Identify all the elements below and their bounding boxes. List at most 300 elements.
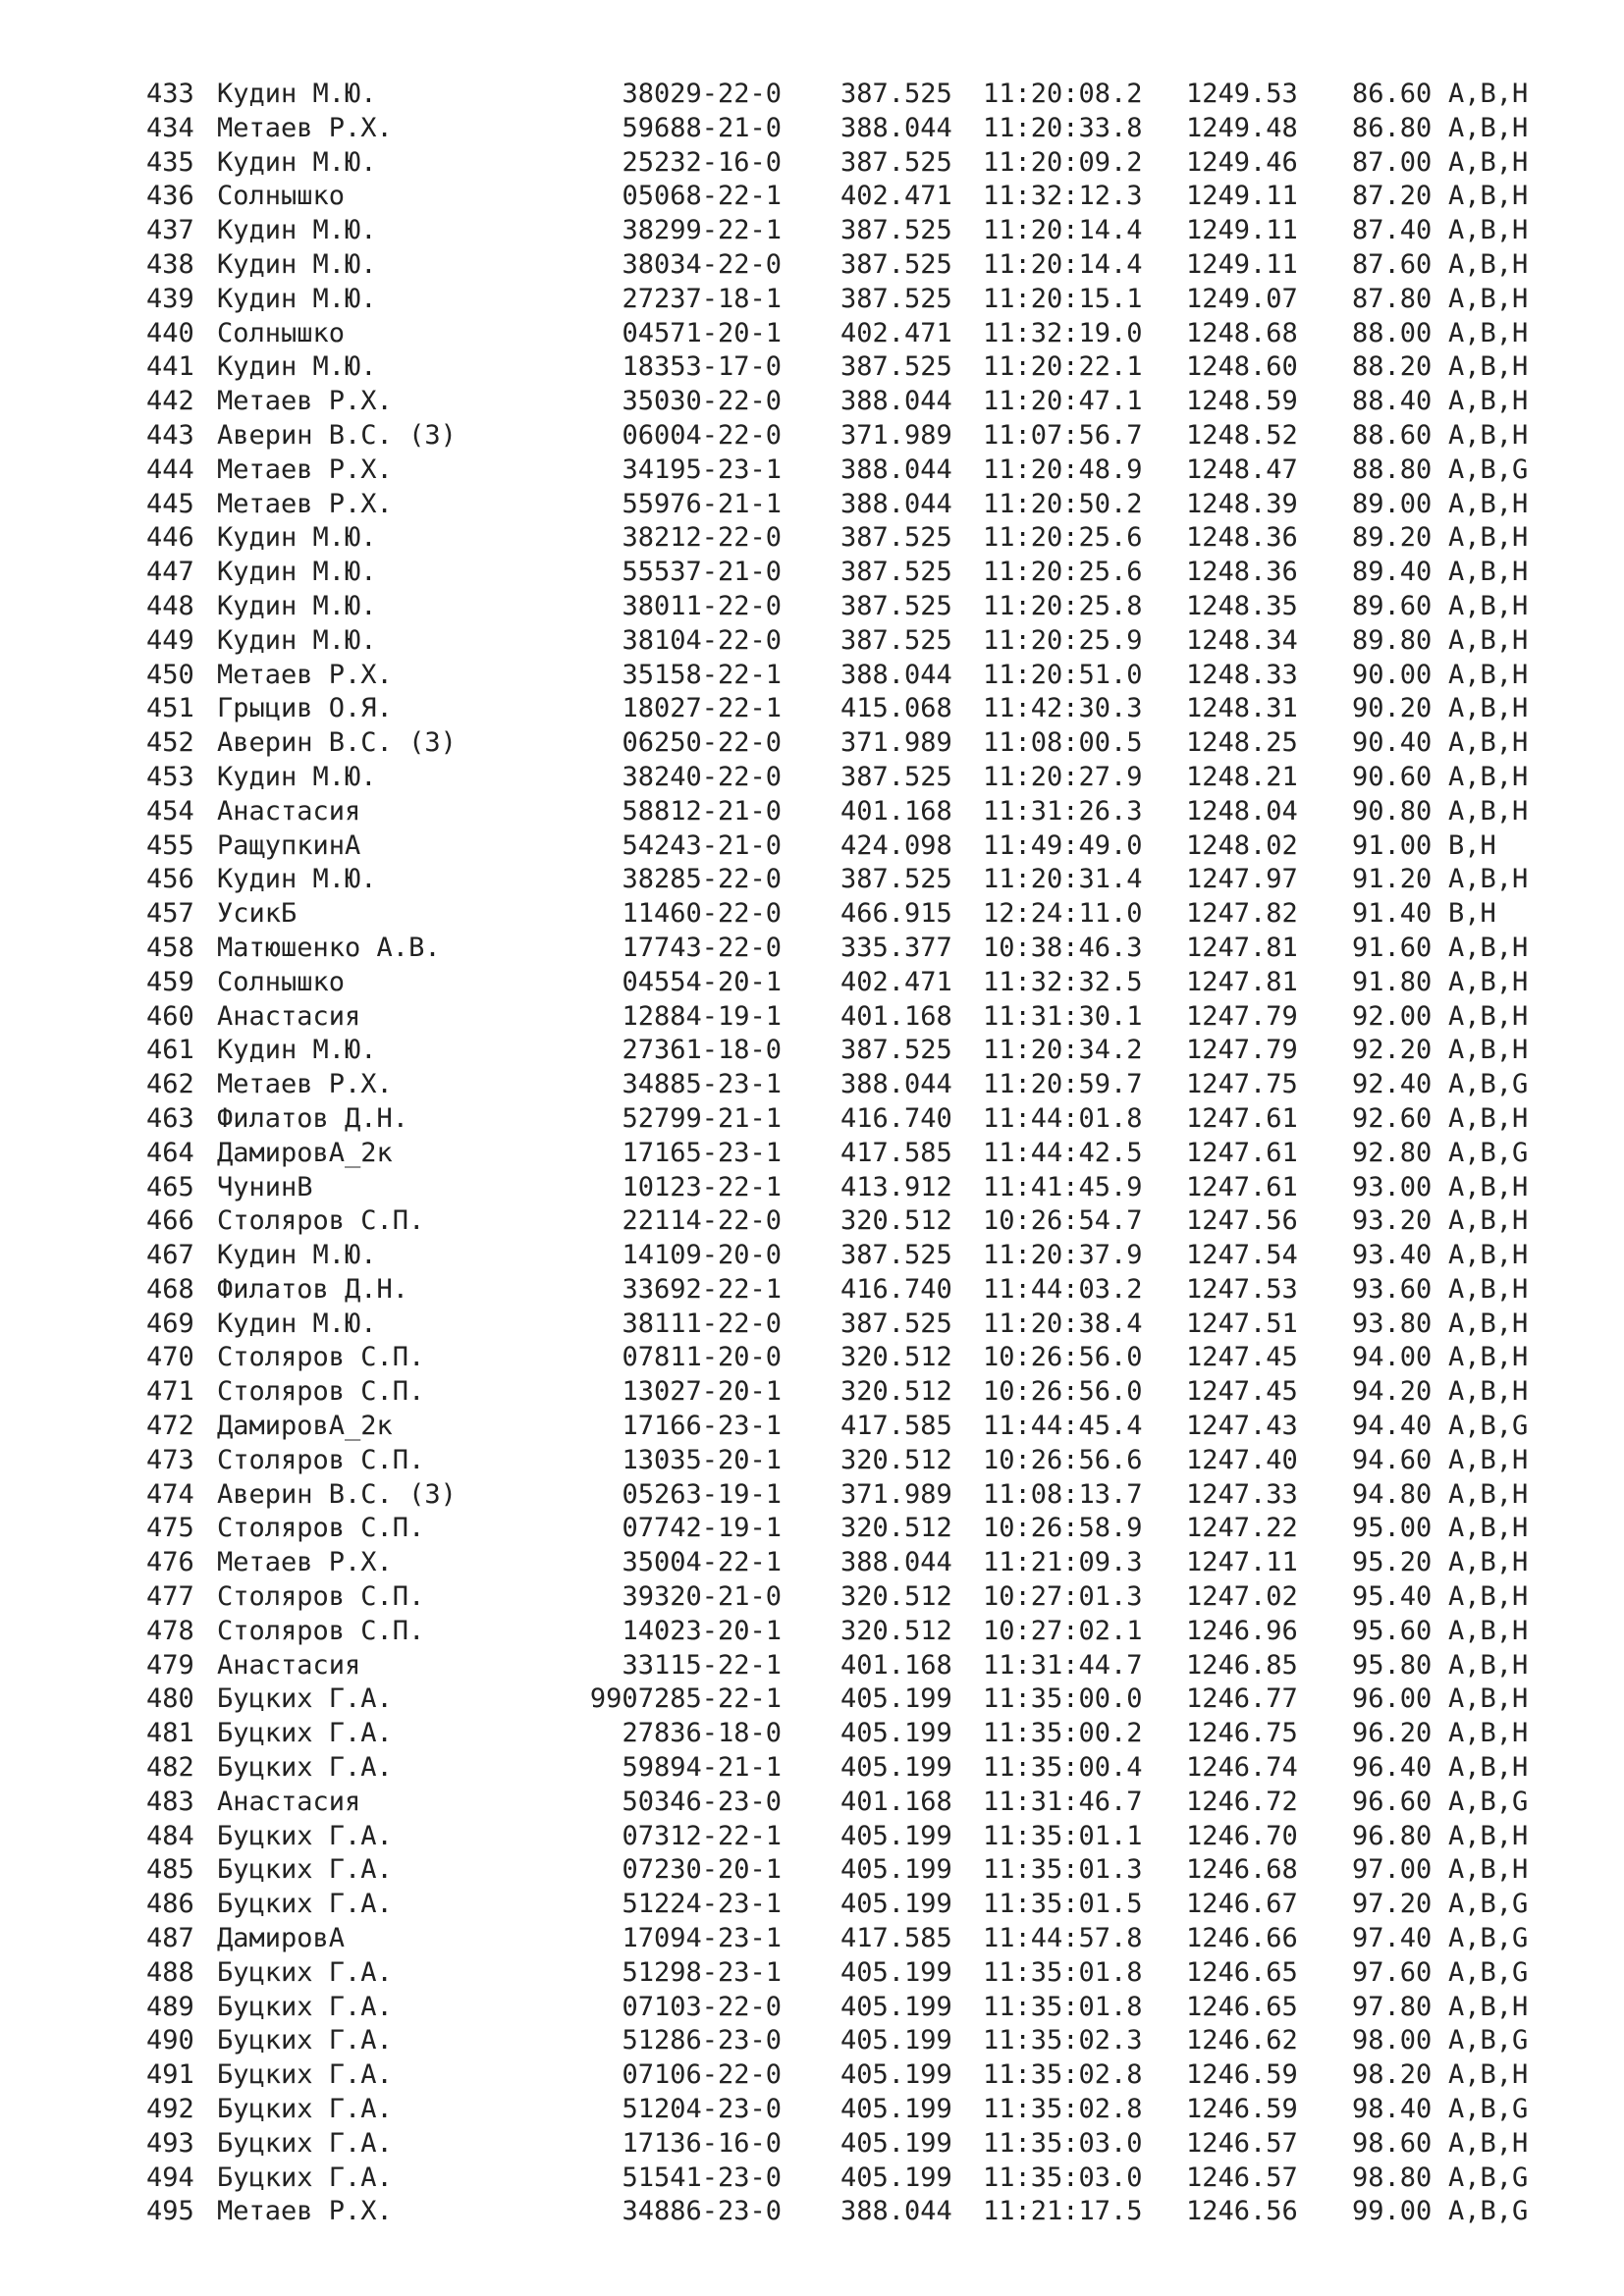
fancier-cell: Буцких Г.А.	[217, 1889, 393, 1920]
time-cell: 11:44:57.8	[983, 1923, 1143, 1954]
percent-cell: 96.60	[1352, 1786, 1433, 1817]
fancier-cell: Столяров С.П.	[217, 1444, 425, 1475]
percent-cell: 91.60	[1352, 932, 1433, 963]
percent-cell: 93.80	[1352, 1308, 1433, 1339]
categories-cell: A,B,H	[1448, 1649, 1529, 1681]
fancier-cell: Филатов Д.Н.	[217, 1273, 409, 1305]
percent-cell: 97.20	[1352, 1889, 1433, 1920]
time-cell: 11:32:12.3	[983, 181, 1143, 212]
speed-cell: 1247.11	[1186, 1547, 1298, 1578]
speed-cell: 1246.66	[1186, 1923, 1298, 1954]
ring-cell: 17166-23-1	[622, 1411, 782, 1442]
fancier-cell: Буцких Г.А.	[217, 1683, 393, 1715]
place-cell: 467	[146, 1240, 194, 1271]
table-row	[0, 692, 1624, 726]
table-row	[0, 1751, 1624, 1786]
table-row	[0, 1000, 1624, 1035]
speed-cell: 1246.59	[1186, 2094, 1298, 2125]
place-cell: 492	[146, 2094, 194, 2125]
percent-cell: 92.60	[1352, 1102, 1433, 1134]
percent-cell: 98.40	[1352, 2094, 1433, 2125]
table-row	[0, 1888, 1624, 1922]
ring-cell: 52799-21-1	[622, 1102, 782, 1134]
ring-cell: 07103-22-0	[622, 1991, 782, 2022]
distance-cell: 417.585	[840, 1137, 952, 1168]
place-cell: 449	[146, 624, 194, 656]
categories-cell: A,B,H	[1448, 1273, 1529, 1305]
table-row	[0, 1308, 1624, 1342]
table-row	[0, 1273, 1624, 1308]
ring-cell: 38104-22-0	[622, 624, 782, 656]
table-row	[0, 1341, 1624, 1375]
speed-cell: 1247.43	[1186, 1411, 1298, 1442]
table-row	[0, 1956, 1624, 1991]
percent-cell: 93.00	[1352, 1171, 1433, 1202]
table-row	[0, 350, 1624, 385]
distance-cell: 405.199	[840, 1683, 952, 1715]
place-cell: 481	[146, 1718, 194, 1749]
time-cell: 11:21:17.5	[983, 2196, 1143, 2227]
percent-cell: 91.80	[1352, 966, 1433, 997]
time-cell: 10:27:02.1	[983, 1615, 1143, 1646]
percent-cell: 87.20	[1352, 181, 1433, 212]
categories-cell: A,B,H	[1448, 1171, 1529, 1202]
fancier-cell: Столяров С.П.	[217, 1581, 425, 1613]
table-row	[0, 214, 1624, 248]
results-table	[0, 78, 1624, 2229]
ring-cell: 33692-22-1	[622, 1273, 782, 1305]
speed-cell: 1246.74	[1186, 1752, 1298, 1784]
ring-cell: 07106-22-0	[622, 2059, 782, 2091]
speed-cell: 1249.46	[1186, 146, 1298, 178]
ring-cell: 07742-19-1	[622, 1513, 782, 1544]
table-row	[0, 1375, 1624, 1410]
categories-cell: A,B,G	[1448, 1889, 1529, 1920]
distance-cell: 320.512	[840, 1376, 952, 1408]
fancier-cell: Буцких Г.А.	[217, 2162, 393, 2193]
percent-cell: 95.40	[1352, 1581, 1433, 1613]
distance-cell: 405.199	[840, 1889, 952, 1920]
distance-cell: 371.989	[840, 1478, 952, 1510]
table-row	[0, 726, 1624, 761]
categories-cell: A,B,H	[1448, 624, 1529, 656]
categories-cell: A,B,H	[1448, 317, 1529, 348]
time-cell: 11:35:02.8	[983, 2059, 1143, 2091]
speed-cell: 1249.11	[1186, 181, 1298, 212]
percent-cell: 93.60	[1352, 1273, 1433, 1305]
table-row	[0, 112, 1624, 146]
table-row	[0, 795, 1624, 829]
table-row	[0, 1102, 1624, 1137]
place-cell: 489	[146, 1991, 194, 2022]
distance-cell: 401.168	[840, 1000, 952, 1032]
distance-cell: 405.199	[840, 2025, 952, 2056]
categories-cell: A,B,H	[1448, 1205, 1529, 1237]
place-cell: 482	[146, 1752, 194, 1784]
categories-cell: A,B,H	[1448, 1820, 1529, 1851]
time-cell: 10:27:01.3	[983, 1581, 1143, 1613]
categories-cell: A,B,H	[1448, 1444, 1529, 1475]
place-cell: 448	[146, 590, 194, 621]
percent-cell: 88.40	[1352, 386, 1433, 417]
table-row	[0, 624, 1624, 659]
ring-cell: 06004-22-0	[622, 419, 782, 451]
speed-cell: 1248.36	[1186, 557, 1298, 588]
time-cell: 11:35:01.5	[983, 1889, 1143, 1920]
fancier-cell: Кудин М.Ю.	[217, 864, 377, 895]
categories-cell: A,B,G	[1448, 1923, 1529, 1954]
percent-cell: 89.00	[1352, 488, 1433, 519]
categories-cell: B,H	[1448, 829, 1496, 861]
ring-cell: 33115-22-1	[622, 1649, 782, 1681]
distance-cell: 387.525	[840, 624, 952, 656]
fancier-cell: Кудин М.Ю.	[217, 1308, 377, 1339]
table-row	[0, 1444, 1624, 1478]
place-cell: 484	[146, 1820, 194, 1851]
distance-cell: 387.525	[840, 1240, 952, 1271]
time-cell: 11:44:42.5	[983, 1137, 1143, 1168]
fancier-cell: Столяров С.П.	[217, 1376, 425, 1408]
percent-cell: 90.80	[1352, 795, 1433, 827]
percent-cell: 89.60	[1352, 590, 1433, 621]
ring-cell: 12884-19-1	[622, 1000, 782, 1032]
time-cell: 11:20:14.4	[983, 215, 1143, 246]
fancier-cell: Аверин В.С. (З)	[217, 1478, 457, 1510]
place-cell: 461	[146, 1035, 194, 1066]
time-cell: 11:44:03.2	[983, 1273, 1143, 1305]
categories-cell: A,B,H	[1448, 215, 1529, 246]
categories-cell: A,B,H	[1448, 351, 1529, 383]
time-cell: 11:32:32.5	[983, 966, 1143, 997]
fancier-cell: Аверин В.С. (З)	[217, 419, 457, 451]
table-row	[0, 1615, 1624, 1649]
place-cell: 433	[146, 79, 194, 109]
ring-cell: 38285-22-0	[622, 864, 782, 895]
ring-cell: 51286-23-0	[622, 2025, 782, 2056]
place-cell: 464	[146, 1137, 194, 1168]
speed-cell: 1246.65	[1186, 1956, 1298, 1988]
ring-cell: 38299-22-1	[622, 215, 782, 246]
categories-cell: A,B,G	[1448, 1137, 1529, 1168]
speed-cell: 1248.33	[1186, 659, 1298, 690]
table-row	[0, 1239, 1624, 1273]
categories-cell: A,B,H	[1448, 693, 1529, 724]
speed-cell: 1247.82	[1186, 898, 1298, 930]
percent-cell: 93.20	[1352, 1205, 1433, 1237]
speed-cell: 1247.22	[1186, 1513, 1298, 1544]
table-row	[0, 1204, 1624, 1239]
ring-cell: 35158-22-1	[622, 659, 782, 690]
percent-cell: 98.80	[1352, 2162, 1433, 2193]
ring-cell: 05068-22-1	[622, 181, 782, 212]
place-cell: 447	[146, 557, 194, 588]
table-row	[0, 761, 1624, 795]
percent-cell: 92.80	[1352, 1137, 1433, 1168]
time-cell: 11:35:00.0	[983, 1683, 1143, 1715]
place-cell: 478	[146, 1615, 194, 1646]
table-row	[0, 1580, 1624, 1615]
speed-cell: 1247.81	[1186, 966, 1298, 997]
table-row	[0, 180, 1624, 214]
distance-cell: 387.525	[840, 557, 952, 588]
table-row	[0, 317, 1624, 351]
time-cell: 11:31:26.3	[983, 795, 1143, 827]
place-cell: 483	[146, 1786, 194, 1817]
time-cell: 11:20:25.8	[983, 590, 1143, 621]
time-cell: 11:20:15.1	[983, 283, 1143, 314]
categories-cell: A,B,H	[1448, 1240, 1529, 1271]
percent-cell: 97.40	[1352, 1923, 1433, 1954]
time-cell: 11:31:46.7	[983, 1786, 1143, 1817]
percent-cell: 91.40	[1352, 898, 1433, 930]
distance-cell: 387.525	[840, 146, 952, 178]
speed-cell: 1247.56	[1186, 1205, 1298, 1237]
place-cell: 474	[146, 1478, 194, 1510]
categories-cell: A,B,H	[1448, 386, 1529, 417]
fancier-cell: Столяров С.П.	[217, 1205, 425, 1237]
time-cell: 11:44:45.4	[983, 1411, 1143, 1442]
time-cell: 11:20:14.4	[983, 248, 1143, 280]
place-cell: 450	[146, 659, 194, 690]
categories-cell: A,B,H	[1448, 79, 1529, 109]
ring-cell: 38011-22-0	[622, 590, 782, 621]
place-cell: 438	[146, 248, 194, 280]
time-cell: 11:20:34.2	[983, 1035, 1143, 1066]
percent-cell: 94.80	[1352, 1478, 1433, 1510]
percent-cell: 93.40	[1352, 1240, 1433, 1271]
speed-cell: 1246.59	[1186, 2059, 1298, 2091]
distance-cell: 466.915	[840, 898, 952, 930]
speed-cell: 1248.25	[1186, 727, 1298, 759]
categories-cell: A,B,H	[1448, 864, 1529, 895]
time-cell: 11:35:01.8	[983, 1956, 1143, 1988]
distance-cell: 320.512	[840, 1513, 952, 1544]
speed-cell: 1247.40	[1186, 1444, 1298, 1475]
distance-cell: 417.585	[840, 1923, 952, 1954]
categories-cell: A,B,H	[1448, 2059, 1529, 2091]
place-cell: 454	[146, 795, 194, 827]
categories-cell: A,B,G	[1448, 2196, 1529, 2227]
categories-cell: A,B,H	[1448, 419, 1529, 451]
percent-cell: 89.40	[1352, 557, 1433, 588]
table-row	[0, 2162, 1624, 2196]
fancier-cell: УсикБ	[217, 898, 298, 930]
time-cell: 11:20:37.9	[983, 1240, 1143, 1271]
distance-cell: 405.199	[840, 1820, 952, 1851]
speed-cell: 1248.04	[1186, 795, 1298, 827]
place-cell: 494	[146, 2162, 194, 2193]
ring-cell: 34885-23-1	[622, 1069, 782, 1100]
speed-cell: 1246.77	[1186, 1683, 1298, 1715]
ring-cell: 25232-16-0	[622, 146, 782, 178]
time-cell: 11:20:38.4	[983, 1308, 1143, 1339]
fancier-cell: ЧунинВ	[217, 1171, 313, 1202]
ring-cell: 13027-20-1	[622, 1376, 782, 1408]
distance-cell: 320.512	[840, 1205, 952, 1237]
ring-cell: 11460-22-0	[622, 898, 782, 930]
fancier-cell: Анастасия	[217, 795, 361, 827]
ring-cell: 07230-20-1	[622, 1854, 782, 1886]
ring-cell: 51204-23-0	[622, 2094, 782, 2125]
distance-cell: 416.740	[840, 1102, 952, 1134]
fancier-cell: Буцких Г.А.	[217, 1820, 393, 1851]
speed-cell: 1246.65	[1186, 1991, 1298, 2022]
place-cell: 479	[146, 1649, 194, 1681]
categories-cell: A,B,H	[1448, 522, 1529, 554]
ring-cell: 55976-21-1	[622, 488, 782, 519]
distance-cell: 387.525	[840, 248, 952, 280]
fancier-cell: Метаев Р.Х.	[217, 2196, 393, 2227]
distance-cell: 417.585	[840, 1411, 952, 1442]
table-row	[0, 863, 1624, 897]
place-cell: 475	[146, 1513, 194, 1544]
distance-cell: 387.525	[840, 283, 952, 314]
table-row	[0, 556, 1624, 590]
fancier-cell: Метаев Р.Х.	[217, 386, 393, 417]
time-cell: 11:20:48.9	[983, 454, 1143, 485]
percent-cell: 87.00	[1352, 146, 1433, 178]
time-cell: 11:20:59.7	[983, 1069, 1143, 1100]
time-cell: 11:44:01.8	[983, 1102, 1143, 1134]
fancier-cell: Грыцив О.Я.	[217, 693, 393, 724]
fancier-cell: Кудин М.Ю.	[217, 557, 377, 588]
categories-cell: A,B,H	[1448, 1035, 1529, 1066]
ring-cell: 38212-22-0	[622, 522, 782, 554]
percent-cell: 89.20	[1352, 522, 1433, 554]
distance-cell: 388.044	[840, 488, 952, 519]
table-row	[0, 419, 1624, 454]
distance-cell: 387.525	[840, 522, 952, 554]
distance-cell: 416.740	[840, 1273, 952, 1305]
categories-cell: A,B,H	[1448, 488, 1529, 519]
percent-cell: 88.80	[1352, 454, 1433, 485]
ring-cell: 51224-23-1	[622, 1889, 782, 1920]
place-cell: 437	[146, 215, 194, 246]
ring-cell: 9907285-22-1	[589, 1683, 782, 1715]
ring-cell: 34195-23-1	[622, 454, 782, 485]
place-cell: 453	[146, 761, 194, 792]
categories-cell: A,B,H	[1448, 1000, 1529, 1032]
fancier-cell: Кудин М.Ю.	[217, 215, 377, 246]
table-row	[0, 1034, 1624, 1068]
fancier-cell: Метаев Р.Х.	[217, 659, 393, 690]
speed-cell: 1248.35	[1186, 590, 1298, 621]
table-row	[0, 1546, 1624, 1580]
percent-cell: 98.20	[1352, 2059, 1433, 2091]
fancier-cell: Буцких Г.А.	[217, 1854, 393, 1886]
speed-cell: 1248.36	[1186, 522, 1298, 554]
speed-cell: 1246.72	[1186, 1786, 1298, 1817]
ring-cell: 55537-21-0	[622, 557, 782, 588]
ring-cell: 17094-23-1	[622, 1923, 782, 1954]
speed-cell: 1249.07	[1186, 283, 1298, 314]
fancier-cell: ДамировА_2к	[217, 1137, 393, 1168]
speed-cell: 1247.75	[1186, 1069, 1298, 1100]
place-cell: 471	[146, 1376, 194, 1408]
time-cell: 11:35:03.0	[983, 2162, 1143, 2193]
place-cell: 459	[146, 966, 194, 997]
percent-cell: 96.20	[1352, 1718, 1433, 1749]
percent-cell: 88.60	[1352, 419, 1433, 451]
time-cell: 11:35:02.3	[983, 2025, 1143, 2056]
table-row	[0, 2127, 1624, 2162]
ring-cell: 13035-20-1	[622, 1444, 782, 1475]
categories-cell: A,B,H	[1448, 1308, 1529, 1339]
distance-cell: 388.044	[840, 454, 952, 485]
distance-cell: 387.525	[840, 351, 952, 383]
place-cell: 445	[146, 488, 194, 519]
place-cell: 440	[146, 317, 194, 348]
place-cell: 470	[146, 1342, 194, 1373]
time-cell: 11:41:45.9	[983, 1171, 1143, 1202]
fancier-cell: Метаев Р.Х.	[217, 454, 393, 485]
time-cell: 11:32:19.0	[983, 317, 1143, 348]
percent-cell: 90.60	[1352, 761, 1433, 792]
categories-cell: A,B,H	[1448, 932, 1529, 963]
place-cell: 488	[146, 1956, 194, 1988]
ring-cell: 17136-16-0	[622, 2127, 782, 2159]
ring-cell: 14023-20-1	[622, 1615, 782, 1646]
categories-cell: A,B,G	[1448, 2162, 1529, 2193]
categories-cell: A,B,H	[1448, 181, 1529, 212]
ring-cell: 10123-22-1	[622, 1171, 782, 1202]
categories-cell: A,B,G	[1448, 1956, 1529, 1988]
percent-cell: 90.20	[1352, 693, 1433, 724]
categories-cell: A,B,G	[1448, 1069, 1529, 1100]
place-cell: 456	[146, 864, 194, 895]
ring-cell: 34886-23-0	[622, 2196, 782, 2227]
ring-cell: 17743-22-0	[622, 932, 782, 963]
table-row	[0, 1512, 1624, 1546]
percent-cell: 97.80	[1352, 1991, 1433, 2022]
speed-cell: 1247.53	[1186, 1273, 1298, 1305]
table-row	[0, 1991, 1624, 2025]
table-row	[0, 932, 1624, 966]
place-cell: 442	[146, 386, 194, 417]
ring-cell: 35004-22-1	[622, 1547, 782, 1578]
fancier-cell: Кудин М.Ю.	[217, 522, 377, 554]
place-cell: 487	[146, 1923, 194, 1954]
table-row	[0, 1922, 1624, 1956]
table-row	[0, 488, 1624, 522]
fancier-cell: Кудин М.Ю.	[217, 590, 377, 621]
distance-cell: 320.512	[840, 1581, 952, 1613]
distance-cell: 415.068	[840, 693, 952, 724]
table-row	[0, 1820, 1624, 1854]
percent-cell: 95.20	[1352, 1547, 1433, 1578]
percent-cell: 97.00	[1352, 1854, 1433, 1886]
distance-cell: 401.168	[840, 795, 952, 827]
categories-cell: A,B,G	[1448, 2094, 1529, 2125]
fancier-cell: Солнышко	[217, 966, 346, 997]
categories-cell: A,B,G	[1448, 1411, 1529, 1442]
time-cell: 11:35:01.3	[983, 1854, 1143, 1886]
speed-cell: 1246.57	[1186, 2127, 1298, 2159]
categories-cell: A,B,H	[1448, 2127, 1529, 2159]
time-cell: 11:08:00.5	[983, 727, 1143, 759]
percent-cell: 97.60	[1352, 1956, 1433, 1988]
distance-cell: 388.044	[840, 112, 952, 143]
ring-cell: 50346-23-0	[622, 1786, 782, 1817]
place-cell: 463	[146, 1102, 194, 1134]
time-cell: 11:35:03.0	[983, 2127, 1143, 2159]
distance-cell: 402.471	[840, 317, 952, 348]
distance-cell: 371.989	[840, 419, 952, 451]
table-row	[0, 146, 1624, 181]
place-cell: 460	[146, 1000, 194, 1032]
speed-cell: 1249.48	[1186, 112, 1298, 143]
ring-cell: 04554-20-1	[622, 966, 782, 997]
